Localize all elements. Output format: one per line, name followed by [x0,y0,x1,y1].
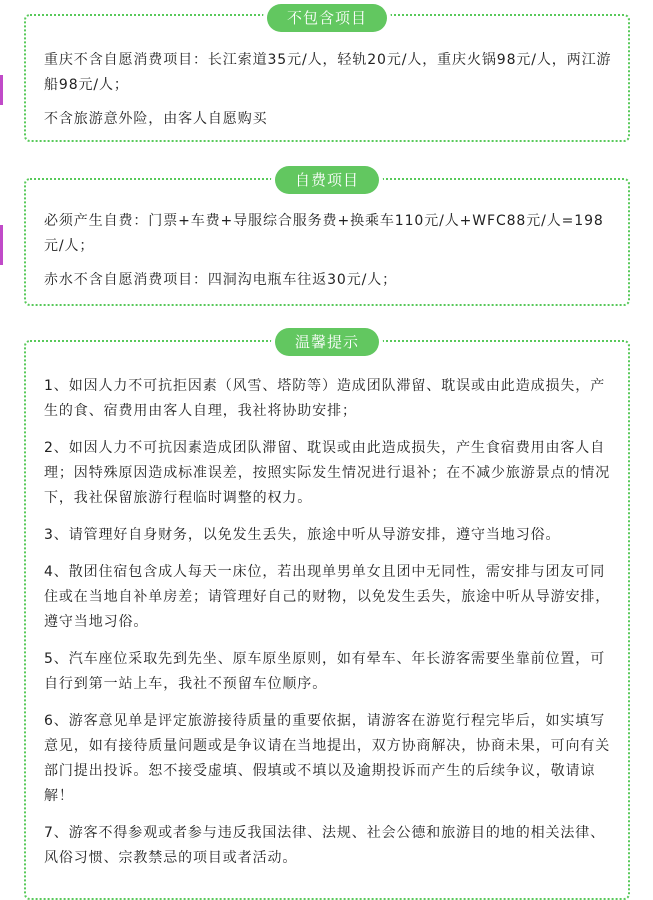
tip-item: 7、游客不得参观或者参与违反我国法律、法规、社会公德和旅游目的地的相关法律、风俗习惯、宗教禁忌的项目或者活动。 [44,825,606,866]
tip-item: 5、汽车座位采取先到先坐、原车原坐原则，如有晕车、年长游客需要坐靠前位置，可自行到第一站上车，我社不预留车位顺序。 [44,651,606,692]
section-title: 自费项目 [275,166,379,194]
section-title: 不包含项目 [267,4,387,32]
section-title: 温馨提示 [275,328,379,356]
tip-item: 3、请管理好自身财务，以免发生丢失，旅途中听从导游安排，遵守当地习俗。 [44,527,561,543]
warm-tips-section [24,333,630,900]
section-body [44,48,614,132]
tip-item: 4、散团住宿包含成人每天一床位，若出现单男单女且团中无同性，需安排与团友可同住或在当地自补单房差；请管理好自己的财物，以免发生丢失，旅途中听从导游安排，遵守当地习俗。 [44,564,611,630]
self-paid-items-section [24,171,630,306]
excluded-item: 不含旅游意外险，由客人自愿购买 [44,111,268,127]
section-body [44,209,614,293]
self-paid-item: 赤水不含自愿消费项目：四洞沟电瓶车往返30元/人； [44,272,398,288]
tip-item: 6、游客意见单是评定旅游接待质量的重要依据，请游客在游览行程完毕后，如实填写意见，如有接待质量问题或是争议请在当地提出，双方协商解决，协商未果，可向有关部门提出投诉。恕不接受虚填、假填或不填以及逾期投诉而产生的后续争议，敬请谅解！ [44,713,611,804]
section-body [44,374,614,871]
excluded-items-section [24,9,630,142]
excluded-item: 重庆不含自愿消费项目：长江索道35元/人，轻轨20元/人，重庆火锅98元/人，两江游船98元/人； [44,52,612,93]
tip-item: 2、如因人力不可抗因素造成团队滞留、耽误或由此造成损失，产生食宿费用由客人自理；因特殊原因造成标准误差，按照实际发生情况进行退补；在不减少旅游景点的情况下，我社保留旅游行程临时调整的权力。 [44,440,611,506]
left-accent-bar [0,225,3,265]
tip-item: 1、如因人力不可抗拒因素（风雪、塔防等）造成团队滞留、耽误或由此造成损失，产生的食、宿费用由客人自理，我社将协助安排； [44,378,606,419]
left-accent-bar [0,75,3,105]
self-paid-item: 必须产生自费：门票+车费+导服综合服务费+换乘车110元/人+WFC88元/人=198元/人； [44,213,604,254]
